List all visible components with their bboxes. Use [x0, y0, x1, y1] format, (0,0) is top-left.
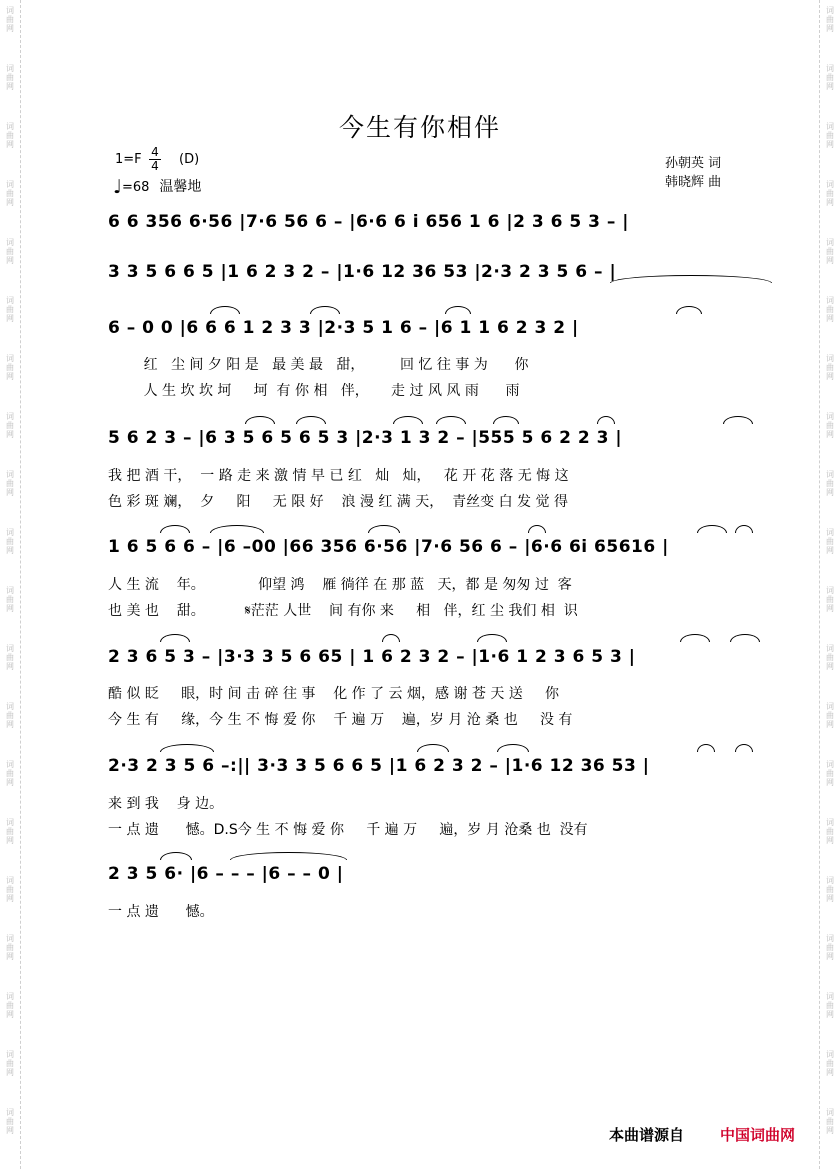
slur-mark — [697, 525, 727, 533]
watermark-text: 词 曲 网 — [6, 122, 14, 149]
slur-mark — [723, 416, 753, 424]
slur-mark — [296, 416, 326, 424]
lyric-line: 我 把 酒 干， 一 路 走 来 激 情 早 已 红 灿 灿， 花 开 花 落 无 悔 这 — [108, 468, 569, 484]
score-line-7: 2·3 2 3 5 6 –:|| 3·3 3 5 6 6 5 |1 6 2 3 2 – |1·6 12 36 53 | — [108, 756, 650, 776]
slur-mark — [680, 634, 710, 642]
tempo-value: =68 — [121, 180, 150, 195]
score-line-8: 2 3 5 6· |6 – – – |6 – – 0 | — [108, 864, 344, 884]
slur-mark — [160, 634, 190, 642]
watermark-text: 词 曲 网 — [6, 354, 14, 381]
slur-mark — [477, 634, 507, 642]
slur-mark — [230, 852, 347, 860]
watermark-text: 词 曲 网 — [6, 586, 14, 613]
watermark-text: 词 曲 网 — [6, 180, 14, 207]
slur-mark — [160, 744, 214, 752]
key-signature — [115, 145, 200, 173]
slur-mark — [382, 634, 400, 642]
left-margin — [0, 0, 21, 1169]
source-label: 本曲谱源自 — [609, 1126, 685, 1144]
slur-mark — [493, 416, 519, 424]
watermark-text: 词 曲 网 — [826, 760, 834, 787]
key-alt: (D) — [179, 152, 200, 167]
watermark-text: 词 曲 网 — [6, 876, 14, 903]
watermark-text: 词 曲 网 — [826, 296, 834, 323]
slur-mark — [436, 416, 466, 424]
watermark-text: 词 曲 网 — [6, 760, 14, 787]
time-signature — [149, 146, 161, 173]
slur-mark — [245, 416, 275, 424]
watermark-text: 词 曲 网 — [826, 818, 834, 845]
time-bottom: 4 — [149, 159, 161, 173]
watermark-text: 词 曲 网 — [826, 354, 834, 381]
right-margin — [819, 0, 840, 1169]
watermark-text: 词 曲 网 — [826, 586, 834, 613]
watermark-text: 词 曲 网 — [6, 412, 14, 439]
watermark-text: 词 曲 网 — [826, 702, 834, 729]
watermark-text: 词 曲 网 — [826, 470, 834, 497]
watermark-text: 词 曲 网 — [6, 1050, 14, 1077]
composer-credit: 韩晓辉 曲 — [665, 175, 722, 190]
slur-mark — [210, 306, 240, 314]
lyric-line: 一 点 遗 憾。D.S今 生 不 悔 爱 你 千 遍 万 遍，岁 月 沧桑 也 没有 — [108, 822, 588, 838]
tempo-marking — [113, 176, 201, 198]
slur-mark — [497, 744, 529, 752]
score-line-5: 1 6 5 6 6 – |6 –00 |66 356 6·56 |7·6 56 6 – |6·6 6i 65616 | — [108, 537, 669, 557]
watermark-text: 词 曲 网 — [826, 876, 834, 903]
watermark-text: 词 曲 网 — [826, 934, 834, 961]
slur-mark — [735, 525, 753, 533]
slur-mark — [368, 525, 400, 533]
watermark-text: 词 曲 网 — [6, 992, 14, 1019]
watermark-text: 词 曲 网 — [826, 122, 834, 149]
watermark-text: 词 曲 网 — [826, 180, 834, 207]
watermark-text: 词 曲 网 — [6, 818, 14, 845]
score-line-1: 6 6 356 6·56 |7·6 56 6 – |6·6 6 i 656 1 6 |2 3 6 5 3 – | — [108, 212, 629, 232]
quarter-note-icon: ♩ — [113, 176, 122, 198]
slur-mark — [676, 306, 702, 314]
watermark-text: 词 曲 网 — [826, 412, 834, 439]
watermark-text: 词 曲 网 — [826, 1108, 834, 1135]
lyric-line: 今 生 有 缘，今 生 不 悔 爱 你 千 遍 万 遍，岁 月 沧 桑 也 没 有 — [108, 712, 573, 728]
slur-mark — [445, 306, 471, 314]
score-line-3: 6 – 0 0 |6 6 6 1 2 3 3 |2·3 5 1 6 – |6 1 1 6 2 3 2 | — [108, 318, 579, 338]
watermark-text: 词 曲 网 — [826, 644, 834, 671]
lyric-line: 色 彩 斑 斓， 夕 阳 无 限 好 浪 漫 红 满 天， 青丝变 白 发 觉 得 — [108, 494, 568, 510]
watermark-text: 词 曲 网 — [6, 528, 14, 555]
watermark-text: 词 曲 网 — [826, 1050, 834, 1077]
slur-mark — [160, 525, 190, 533]
mood-label: 温馨地 — [159, 179, 202, 195]
watermark-text: 词 曲 网 — [826, 64, 834, 91]
slur-mark — [393, 416, 423, 424]
watermark-text: 词 曲 网 — [6, 6, 14, 33]
lyric-line: 酷 似 眨 眼，时 间 击 碎 往 事 化 作 了 云 烟，感 谢 苍 天 送 你 — [108, 686, 560, 702]
watermark-text: 词 曲 网 — [6, 296, 14, 323]
watermark-text: 词 曲 网 — [826, 238, 834, 265]
lyricist-credit: 孙朝英 词 — [665, 156, 722, 171]
slur-mark — [528, 525, 546, 533]
score-line-6: 2 3 6 5 3 – |3·3 3 5 6 65 | 1 6 2 3 2 – |1·6 1 2 3 6 5 3 | — [108, 647, 636, 667]
site-link[interactable]: 中国词曲网 — [720, 1126, 796, 1144]
score-line-4: 5 6 2 3 – |6 3 5 6 5 6 5 3 |2·3 1 3 2 – |555 5 6 2 2 3 | — [108, 428, 623, 448]
watermark-text: 词 曲 网 — [6, 64, 14, 91]
watermark-text: 词 曲 网 — [826, 528, 834, 555]
slur-mark — [310, 306, 340, 314]
slur-mark — [210, 525, 264, 533]
score-line-2: 3 3 5 6 6 5 |1 6 2 3 2 – |1·6 12 36 53 |2·3 2 3 5 6 – | — [108, 262, 617, 282]
lyric-line: 人 生 坎 坎 坷 坷 有 你 相 伴， 走 过 风 风 雨 雨 — [108, 383, 520, 399]
lyric-line: 一 点 遗 憾。 — [108, 904, 214, 920]
slur-mark — [597, 416, 615, 424]
watermark-text: 词 曲 网 — [826, 6, 834, 33]
slur-mark — [697, 744, 715, 752]
watermark-text: 词 曲 网 — [826, 992, 834, 1019]
lyric-line: 来 到 我 身 边。 — [108, 796, 224, 812]
watermark-text: 词 曲 网 — [6, 470, 14, 497]
song-title: 今生有你相伴 — [338, 113, 501, 142]
slur-mark — [160, 852, 192, 860]
slur-mark — [735, 744, 753, 752]
lyric-line: 也 美 也 甜。 𝄋茫茫 人世 间 有你 来 相 伴，红 尘 我们 相 识 — [108, 603, 578, 619]
slur-mark — [417, 744, 449, 752]
lyric-line: 红 尘 间 夕 阳 是 最 美 最 甜， 回 忆 往 事 为 你 — [108, 357, 529, 373]
watermark-text: 词 曲 网 — [6, 644, 14, 671]
watermark-text: 词 曲 网 — [6, 702, 14, 729]
time-top: 4 — [151, 145, 159, 159]
slur-mark — [730, 634, 760, 642]
lyric-line: 人 生 流 年。 仰望 鸿 雁 徜徉 在 那 蓝 天，都 是 匆匆 过 客 — [108, 577, 572, 593]
watermark-text: 词 曲 网 — [6, 934, 14, 961]
key-label: 1=F — [115, 152, 142, 167]
watermark-text: 词 曲 网 — [6, 1108, 14, 1135]
watermark-text: 词 曲 网 — [6, 238, 14, 265]
